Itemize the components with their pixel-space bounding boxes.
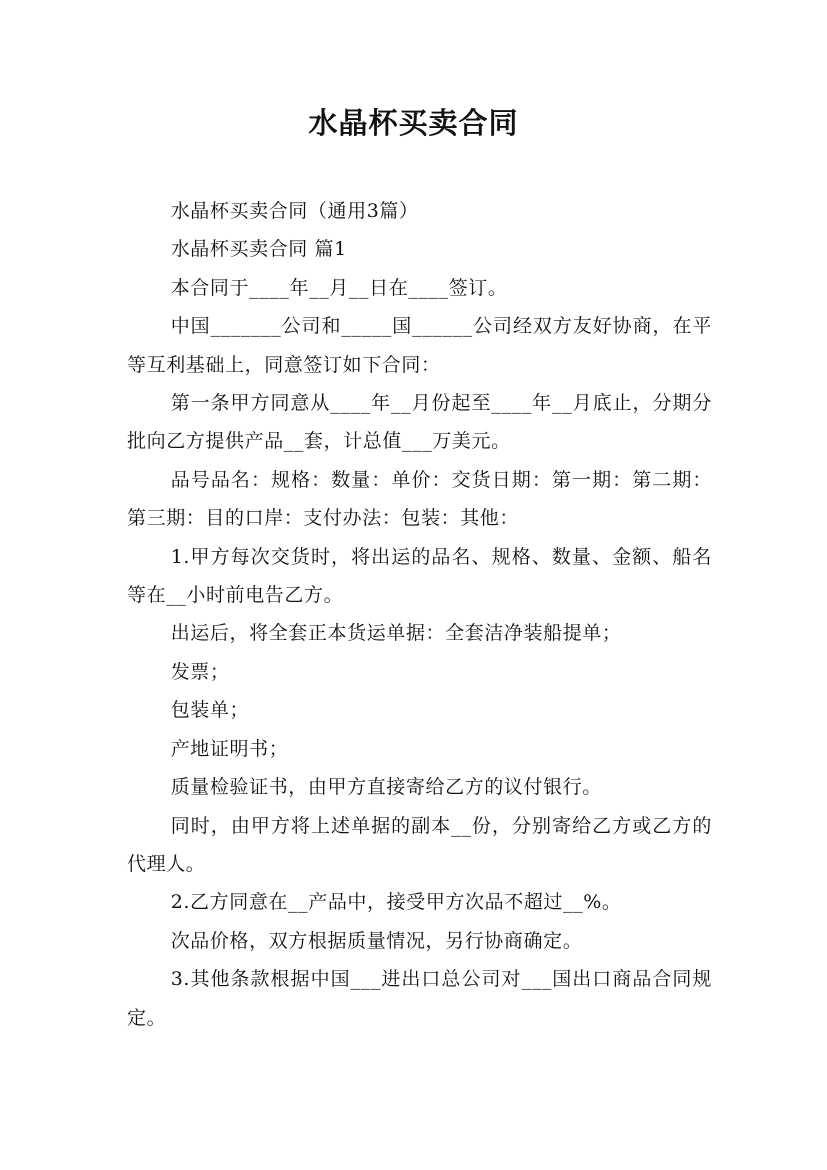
inspection-certificate-item: 质量检验证书，由甲方直接寄给乙方的议付银行。 [170,776,602,799]
section-heading: 水晶杯买卖合同 篇1 [170,238,347,261]
document-title: 水晶杯买卖合同 [308,106,519,140]
clause-one-paragraph: 1.甲方每次交货时，将出运的品名、规格、数量、金额、船名等在__小时前电告乙方。 [127,545,712,607]
invoice-item: 发票； [170,660,230,683]
shipping-documents-paragraph: 出运后，将全套正本货运单据：全套洁净装船提单； [170,622,622,645]
clause-two-paragraph: 2.乙方同意在__产品中，接受甲方次品不超过__%。 [170,891,622,914]
subtitle-paragraph: 水晶杯买卖合同（通用3篇） [170,200,419,222]
clause-three-paragraph: 3.其他条款根据中国___进出口总公司对___国出口商品合同规定。 [127,968,712,1029]
defect-price-paragraph: 次品价格，双方根据质量情况，另行协商确定。 [170,929,583,952]
parties-paragraph: 中国_______公司和_____国______公司经双方友好协商，在平等互利基础上，同意签订如下合同： [127,315,712,376]
article-one-paragraph: 第一条甲方同意从____年__月份起至____年__月底止，分期分批向乙方提供产品__套，计总值___万美元。 [127,392,712,453]
certificate-of-origin-item: 产地证明书； [170,737,289,760]
document-body [127,192,712,1037]
copies-paragraph: 同时，由甲方将上述单据的副本__份，分别寄给乙方或乙方的代理人。 [127,814,712,875]
contract-date-paragraph: 本合同于____年__月__日在____签订。 [170,276,508,299]
packing-list-item: 包装单； [170,699,250,722]
product-fields-paragraph: 品号品名：规格：数量：单价：交货日期：第一期：第二期：第三期：目的口岸：支付办法：包装：其他： [127,468,712,530]
